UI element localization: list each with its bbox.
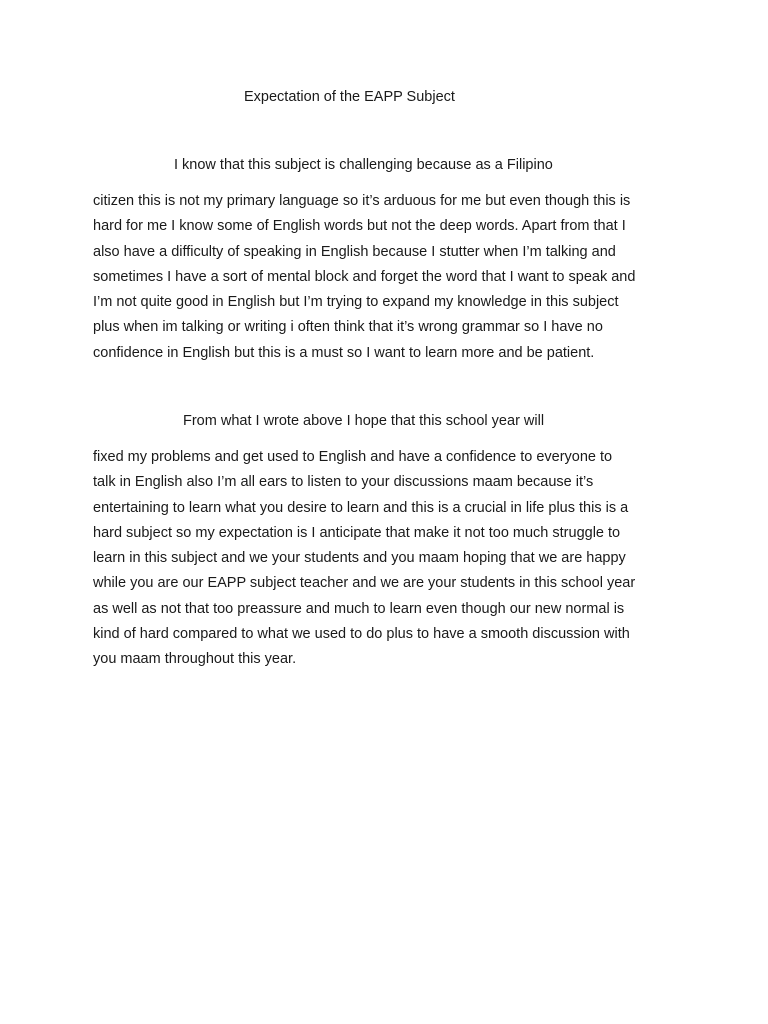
paragraph-2-line: kind of hard compared to what we used to do plus to have a smooth discussion with — [93, 626, 630, 643]
document-title: Expectation of the EAPP Subject — [244, 89, 455, 105]
paragraph-2-lead: From what I wrote above I hope that this school year will — [183, 413, 545, 429]
paragraph-2-body — [93, 445, 693, 673]
paragraph-1-line: also have a difficulty of speaking in English because I stutter when I’m talking and — [93, 243, 616, 260]
paragraph-2-line: hard subject so my expectation is I anticipate that make it not too much struggle to — [93, 524, 621, 541]
paragraph-1-line: sometimes I have a sort of mental block and forget the word that I want to speak and — [93, 268, 636, 285]
paragraph-1-line: confidence in English but this is a must so I want to learn more and be patient. — [93, 344, 595, 361]
paragraph-1-body — [93, 189, 693, 366]
paragraph-2-line: while you are our EAPP subject teacher and we are your students in this school year — [93, 575, 636, 592]
paragraph-1-line: citizen this is not my primary language so it’s arduous for me but even though this is — [93, 193, 631, 209]
paragraph-1-lead: I know that this subject is challenging because as a Filipino — [174, 157, 553, 173]
paragraph-1-line: hard for me I know some of English words but not the deep words. Apart from that I — [93, 218, 626, 235]
paragraph-2-line: as well as not that too preassure and much to learn even though our new normal is — [93, 600, 625, 617]
paragraph-2-line: talk in English also I’m all ears to listen to your discussions maam because it’s — [93, 474, 594, 491]
paragraph-2-line: fixed my problems and get used to English and have a confidence to everyone to — [93, 449, 613, 465]
paragraph-2-line: you maam throughout this year. — [93, 651, 297, 668]
paragraph-1-line: plus when im talking or writing i often think that it’s wrong grammar so I have no — [93, 319, 603, 336]
paragraph-2-line: learn in this subject and we your students and you maam hoping that we are happy — [93, 550, 626, 567]
paragraph-2-line: entertaining to learn what you desire to learn and this is a crucial in life plus this is a — [93, 499, 629, 516]
paragraph-1-line: I’m not quite good in English but I’m trying to expand my knowledge in this subject — [93, 294, 619, 311]
